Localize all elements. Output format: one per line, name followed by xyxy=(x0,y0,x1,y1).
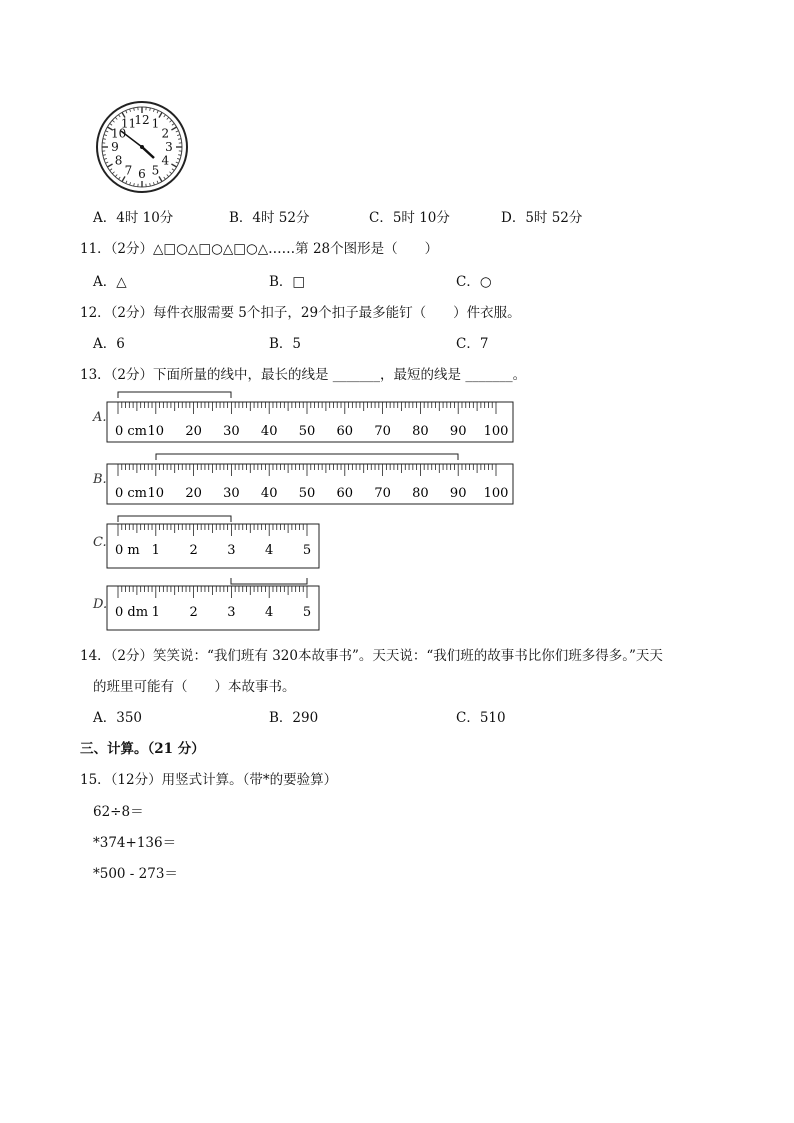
clock-number: 6 xyxy=(138,167,146,181)
ruler-tick-label: 100 xyxy=(483,424,509,439)
clock-number: 4 xyxy=(161,153,170,168)
ruler-tick-label: 5 xyxy=(302,543,312,558)
ruler-tick-label: 70 xyxy=(374,424,391,439)
ruler-tick-label: 20 xyxy=(185,486,202,501)
ruler-tick-label: 20 xyxy=(185,424,202,439)
q15-item-3: *500 - 273＝ xyxy=(93,866,178,882)
clock-number: 11 xyxy=(120,116,137,131)
ruler-c-unit: 0 m xyxy=(115,543,140,558)
ruler-tick-label: 60 xyxy=(336,424,354,439)
clock-number: 2 xyxy=(161,126,170,141)
ruler-tick-label: 80 xyxy=(412,424,429,439)
ruler-tick-label: 100 xyxy=(483,486,509,501)
clock-number: 10 xyxy=(110,126,127,141)
q14-stem-line1: 14．（2分）笑笑说：“我们班有 320本故事书”。天天说：“我们班的故事书比你们班多得多。”天天 xyxy=(80,648,663,664)
q12-option-a[interactable]: A．6 xyxy=(93,336,125,352)
q13-stem: 13．（2分）下面所量的线中，最长的线是 _______，最短的线是 _______。 xyxy=(80,367,527,383)
ruler-tick-label: 4 xyxy=(265,543,274,558)
ruler-a xyxy=(105,388,515,444)
ruler-tick-label: 2 xyxy=(189,605,198,620)
q14-stem-line2: 的班里可能有（ ）本故事书。 xyxy=(93,679,296,695)
ruler-tick-label: 80 xyxy=(412,486,429,501)
ruler-tick-label: 3 xyxy=(227,605,236,620)
ruler-tick-label: 1 xyxy=(151,543,160,558)
clock-number: 5 xyxy=(151,163,160,178)
ruler-tick-label: 4 xyxy=(265,605,274,620)
q11-option-a[interactable]: A．△ xyxy=(93,274,127,290)
clock-number: 3 xyxy=(165,140,173,154)
ruler-d-measured-line xyxy=(231,578,307,584)
ruler-d-label: D. xyxy=(93,597,108,612)
ruler-tick-label: 10 xyxy=(147,486,165,501)
ruler-tick-label: 50 xyxy=(298,424,316,439)
clock-number: 12 xyxy=(134,113,150,127)
q12-option-b[interactable]: B．5 xyxy=(269,336,302,352)
ruler-b-unit: 0 cm xyxy=(115,486,148,501)
q11-option-b[interactable]: B．□ xyxy=(269,274,306,290)
ruler-tick-label: 10 xyxy=(147,424,165,439)
q14-option-b[interactable]: B．290 xyxy=(269,710,319,726)
q11-option-c[interactable]: C．○ xyxy=(456,274,492,290)
section-title: 三、计算。（21 分） xyxy=(80,741,205,757)
q10-option-a[interactable]: A．4时 10分 xyxy=(93,210,174,226)
ruler-tick-label: 3 xyxy=(227,543,236,558)
ruler-tick-label: 30 xyxy=(223,424,240,439)
ruler-d xyxy=(105,574,323,632)
ruler-a-label: A. xyxy=(93,410,107,425)
q15-item-1: 62÷8＝ xyxy=(93,804,144,820)
ruler-tick-label: 2 xyxy=(189,543,198,558)
ruler-b-measured-line xyxy=(156,454,458,460)
q12-stem: 12．（2分）每件衣服需要 5个扣子，29个扣子最多能钉（ ）件衣服。 xyxy=(80,305,521,321)
ruler-c-label: C. xyxy=(93,535,107,550)
ruler-tick-label: 1 xyxy=(151,605,160,620)
ruler-tick-label: 60 xyxy=(336,486,354,501)
ruler-c xyxy=(105,512,323,570)
q12-option-c[interactable]: C．7 xyxy=(456,336,489,352)
ruler-d-unit: 0 dm xyxy=(115,605,149,620)
ruler-a-unit: 0 cm xyxy=(115,424,148,439)
ruler-tick-label: 90 xyxy=(449,486,467,501)
ruler-tick-label: 30 xyxy=(223,486,240,501)
q10-option-c[interactable]: C．5时 10分 xyxy=(369,210,450,226)
ruler-tick-label: 50 xyxy=(298,486,316,501)
q14-option-a[interactable]: A．350 xyxy=(93,710,143,726)
clock-figure xyxy=(94,100,190,194)
ruler-tick-label: 5 xyxy=(302,605,312,620)
q15-item-2: *374+136＝ xyxy=(93,835,177,851)
q10-option-d[interactable]: D．5时 52分 xyxy=(501,210,583,226)
clock-number: 7 xyxy=(124,163,133,178)
clock-number: 8 xyxy=(114,153,123,168)
ruler-b-label: B. xyxy=(93,472,107,487)
ruler-tick-label: 90 xyxy=(449,424,467,439)
ruler-a-measured-line xyxy=(118,392,231,398)
clock-number: 1 xyxy=(151,116,160,131)
q14-option-c[interactable]: C．510 xyxy=(456,710,506,726)
ruler-c-measured-line xyxy=(118,516,231,522)
ruler-b xyxy=(105,450,515,506)
ruler-tick-label: 70 xyxy=(374,486,391,501)
q11-stem: 11．（2分）△□○△□○△□○△……第 28个图形是（ ） xyxy=(80,241,439,257)
clock-number: 9 xyxy=(111,140,119,154)
q15-stem: 15．（12分）用竖式计算。（带*的要验算） xyxy=(80,772,338,788)
q10-option-b[interactable]: B．4时 52分 xyxy=(229,210,310,226)
ruler-tick-label: 40 xyxy=(260,424,278,439)
ruler-tick-label: 40 xyxy=(260,486,278,501)
